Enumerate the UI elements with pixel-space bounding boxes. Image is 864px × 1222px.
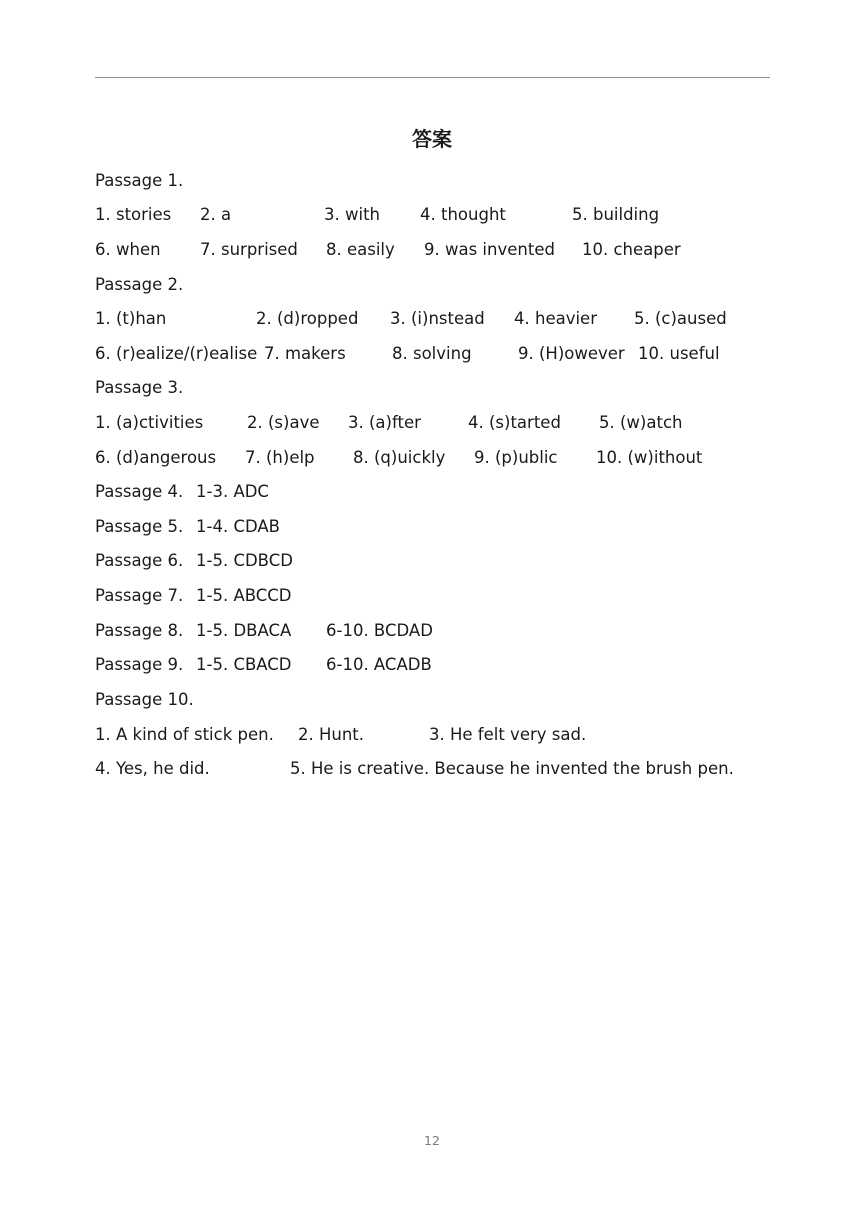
answer-item: 9. (p)ublic (474, 448, 558, 467)
answer-item: 7. surprised (200, 240, 298, 259)
answer-item: 4. Yes, he did. (95, 759, 210, 778)
header-rule (95, 77, 770, 78)
answer-item: 3. (a)fter (348, 413, 421, 432)
answer-item: 5. He is creative. Because he invented the brush pen. (290, 759, 734, 778)
answer-item: 1. A kind of stick pen. (95, 725, 274, 744)
answer-item: 1-3. ADC (196, 482, 269, 501)
answer-item: 10. cheaper (582, 240, 681, 259)
answer-item: 1-5. CDBCD (196, 551, 293, 570)
answer-item: 6-10. ACADB (326, 655, 432, 674)
answer-item: 7. (h)elp (245, 448, 315, 467)
answer-item: 1-5. DBACA (196, 621, 292, 640)
answer-item: 5. (c)aused (634, 309, 727, 328)
answer-item: 1. (a)ctivities (95, 413, 204, 432)
answer-item: 2. a (200, 205, 232, 224)
answer-item: 6. (r)ealize/(r)ealise (95, 344, 258, 363)
answer-item: 8. easily (326, 240, 395, 259)
passage-1-heading: Passage 1. (95, 171, 184, 190)
answer-item: 5. (w)atch (599, 413, 683, 432)
answer-item: 1. (t)han (95, 309, 167, 328)
answer-item: 10. useful (638, 344, 720, 363)
page-number: 12 (424, 1133, 440, 1148)
answer-item: 6. (d)angerous (95, 448, 217, 467)
passage-10-heading: Passage 10. (95, 690, 194, 709)
answer-item: 4. heavier (514, 309, 597, 328)
passage-2-heading: Passage 2. (95, 275, 184, 294)
answer-item: 3. He felt very sad. (429, 725, 587, 744)
passage-4-heading: Passage 4. (95, 482, 184, 501)
page-title: 答案 (412, 127, 452, 151)
passage-5-heading: Passage 5. (95, 517, 184, 536)
answer-item: 9. was invented (424, 240, 555, 259)
answer-item: 1-5. CBACD (196, 655, 292, 674)
answer-item: 8. solving (392, 344, 472, 363)
answer-item: 2. (d)ropped (256, 309, 359, 328)
answer-item: 1-5. ABCCD (196, 586, 292, 605)
answer-item: 8. (q)uickly (353, 448, 446, 467)
passage-7-heading: Passage 7. (95, 586, 184, 605)
answer-item: 7. makers (264, 344, 346, 363)
answer-item: 2. Hunt. (298, 725, 365, 744)
answer-item: 5. building (572, 205, 660, 224)
answer-item: 1-4. CDAB (196, 517, 280, 536)
answer-item: 6. when (95, 240, 161, 259)
answer-item: 4. thought (420, 205, 506, 224)
answer-item: 10. (w)ithout (596, 448, 703, 467)
answer-item: 2. (s)ave (247, 413, 320, 432)
answer-item: 4. (s)tarted (468, 413, 561, 432)
passage-9-heading: Passage 9. (95, 655, 184, 674)
passage-6-heading: Passage 6. (95, 551, 184, 570)
answer-item: 3. with (324, 205, 380, 224)
answer-item: 9. (H)owever (518, 344, 625, 363)
passage-3-heading: Passage 3. (95, 378, 184, 397)
passage-8-heading: Passage 8. (95, 621, 184, 640)
answer-item: 3. (i)nstead (390, 309, 485, 328)
answer-item: 1. stories (95, 205, 172, 224)
answer-item: 6-10. BCDAD (326, 621, 433, 640)
